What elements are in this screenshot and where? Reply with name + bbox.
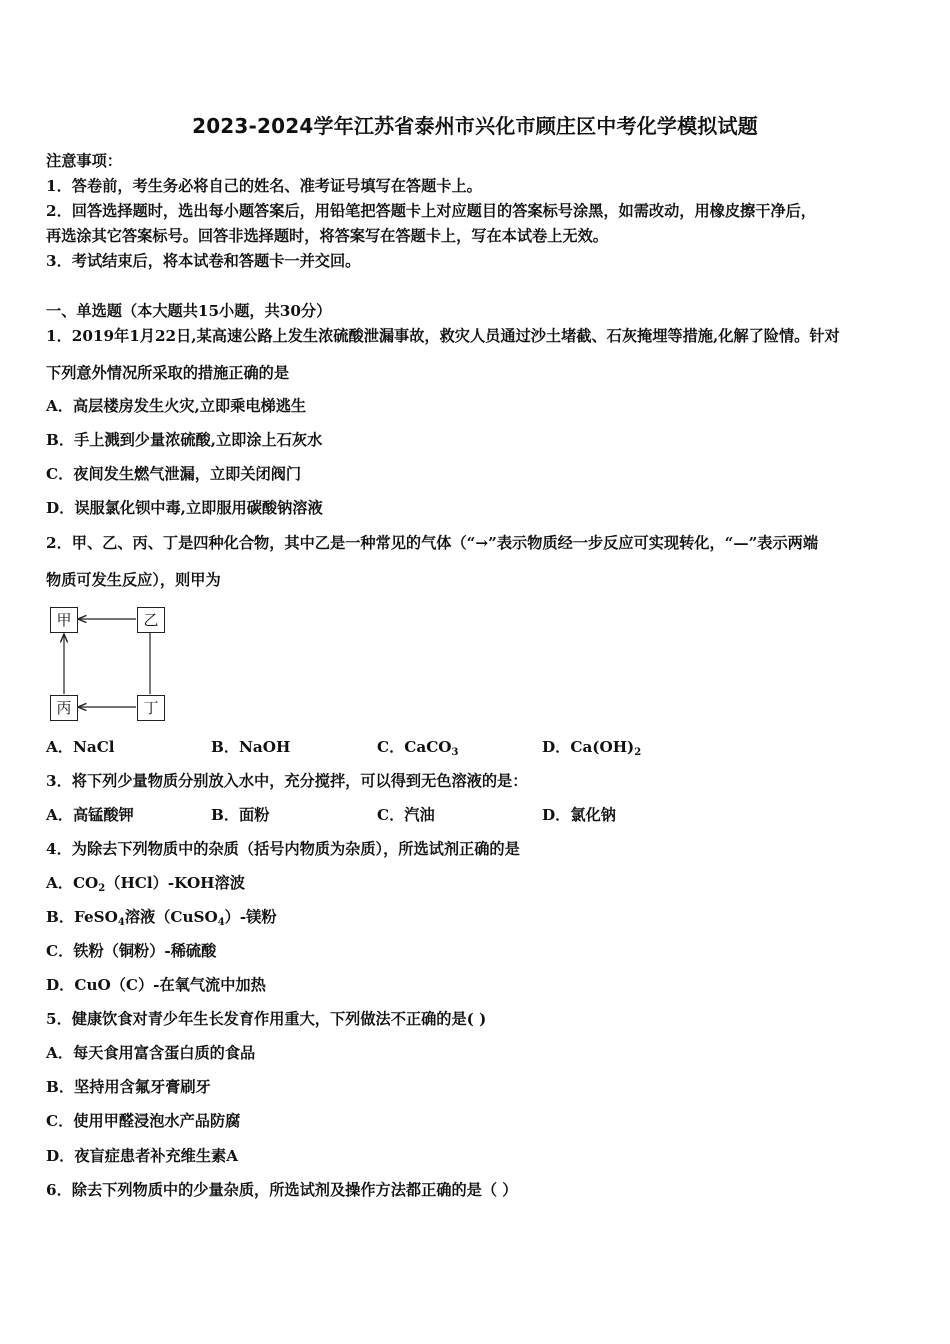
q2-stem: 2．甲、乙、丙、丁是四种化合物，其中乙是一种常见的气体（“→”表示物质经一步反应可实现转化，“—”表示两端 — [46, 534, 819, 552]
node-ding: 丁 — [137, 695, 165, 721]
q5-stem: 5．健康饮食对青少年生长发育作用重大，下列做法不正确的是( ) — [46, 1010, 487, 1028]
q3-option-a: A．高锰酸钾 — [46, 806, 134, 824]
q4-option-b: B．FeSO$_4$溶液（CuSO$_4$）-镁粉 — [46, 908, 277, 928]
node-bing: 丙 — [50, 695, 78, 721]
notice-item-2: 2．回答选择题时，选出每小题答案后，用铅笔把答题卡上对应题目的答案标号涂黑，如需改动，用橡皮擦干净后， — [46, 202, 816, 220]
q2-option-d: D．$Ca(OH)_2$ — [542, 738, 642, 758]
q5-option-c: C．使用甲醛浸泡水产品防腐 — [46, 1112, 241, 1130]
q1-option-b: B．手上溅到少量浓硫酸,立即涂上石灰水 — [46, 431, 323, 449]
notice-heading: 注意事项： — [46, 152, 122, 170]
q3-option-c: C．汽油 — [377, 806, 435, 824]
node-yi: 乙 — [137, 607, 165, 633]
q1-stem: 1．2019年1月22日,某高速公路上发生浓硫酸泄漏事故，救灾人员通过沙土堵截、石灰掩埋等措施,化解了险情。针对 — [46, 327, 840, 345]
page-title: 2023-2024学年江苏省泰州市兴化市顾庄区中考化学模拟试题 — [192, 114, 758, 138]
q3-stem: 3．将下列少量物质分别放入水中，充分搅拌，可以得到无色溶液的是： — [46, 772, 528, 790]
q4-option-c: C．铁粉（铜粉）-稀硫酸 — [46, 942, 217, 960]
q1-stem-cont: 下列意外情况所采取的措施正确的是 — [46, 364, 289, 382]
q4-stem: 4．为除去下列物质中的杂质（括号内物质为杂质），所选试剂正确的是 — [46, 840, 520, 858]
q5-option-d: D．夜盲症患者补充维生素A — [46, 1147, 239, 1165]
notice-item-1: 1．答卷前，考生务必将自己的姓名、准考证号填写在答题卡上。 — [46, 177, 482, 195]
q2-stem-cont: 物质可发生反应），则甲为 — [46, 571, 221, 589]
q2-option-c: C．CaCO$_3$ — [377, 738, 459, 758]
q1-option-d: D．误服氯化钡中毒,立即服用碳酸钠溶液 — [46, 499, 323, 517]
q2-option-a: A．NaCl — [46, 738, 115, 756]
notice-item-3: 3．考试结束后，将本试卷和答题卡一并交回。 — [46, 252, 361, 270]
q5-option-a: A．每天食用富含蛋白质的食品 — [46, 1044, 256, 1062]
section-heading: 一、单选题（本大题共15小题，共30分） — [46, 302, 332, 320]
q2-option-b: B．NaOH — [211, 738, 291, 756]
q5-option-b: B．坚持用含氟牙膏刷牙 — [46, 1078, 211, 1096]
q3-option-b: B．面粉 — [211, 806, 270, 824]
q1-option-c: C．夜间发生燃气泄漏，立即关闭阀门 — [46, 465, 302, 483]
q4-option-d: D．CuO（C）-在氧气流中加热 — [46, 976, 266, 994]
node-jia: 甲 — [50, 607, 78, 633]
q4-option-a: A．$CO_2(HCl)$-KOH溶波 — [46, 874, 245, 894]
q1-option-a: A．高层楼房发生火灾,立即乘电梯逃生 — [46, 397, 307, 415]
q3-option-d: D．氯化钠 — [542, 806, 616, 824]
notice-item-2-cont: 再选涂其它答案标号。回答非选择题时，将答案写在答题卡上，写在本试卷上无效。 — [46, 227, 608, 245]
q6-stem: 6．除去下列物质中的少量杂质，所选试剂及操作方法都正确的是（ ） — [46, 1181, 518, 1199]
